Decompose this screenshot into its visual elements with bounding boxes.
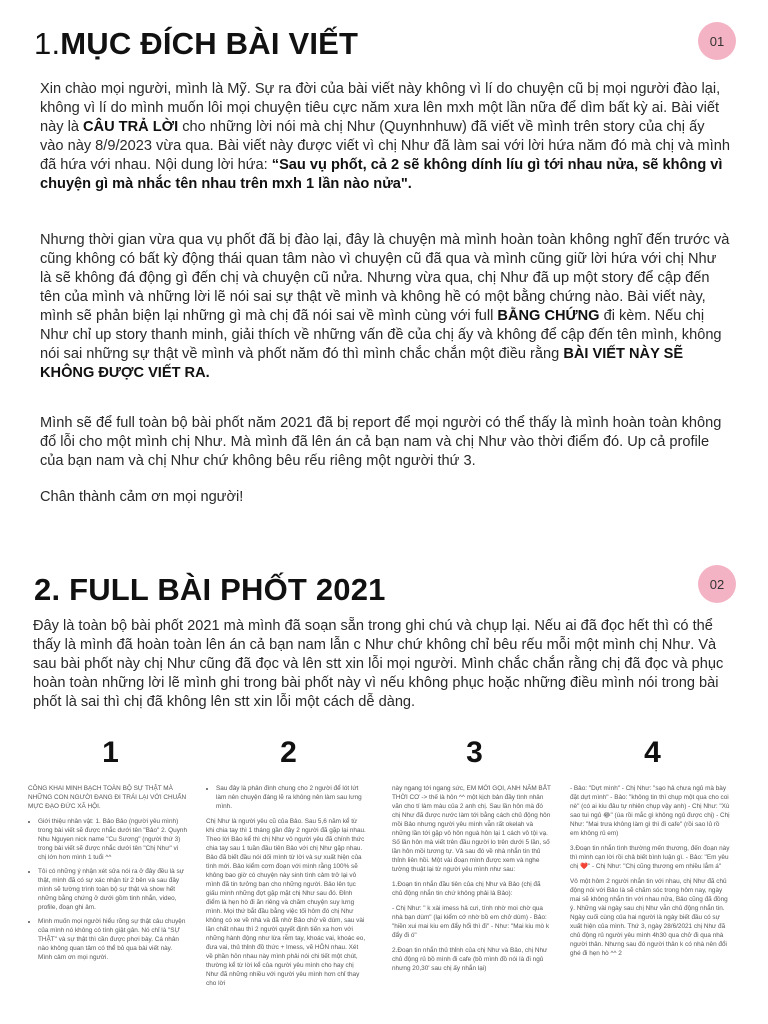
screenshot-list	[28, 817, 188, 962]
list-item: • Tôi có những ý nhận xét sửa nói ra ở đây đều là sự thật, mình đã có sự xác nhận từ 2 bên và sau đây mình sẽ tường trình toàn bộ sự thật và show hết những bằng chứng ở dưới gồm tinh nhắn, video, profile, đoạn ghi âm.	[38, 867, 188, 912]
screenshot-paragraph: Chị Như là người yêu cũ của Bảo. Sau 5,6 năm kể từ khi chia tay thì 1 tháng gần đây 2 người đã gặp lại nhau. Theo lời Bảo kể thì chị Như vô người yêu đã chính thức chia tay sau 1 tuần đầu tiên Bảo với chị Như gặp nhau. Bảo đã biết đầu nói dối mình từ lời và sự xuất hiện của tình mới. Bảo kiểm cơm đoạn với mình rằng 100% sẽ không bao giờ có chuyện này sinh tình cảm trở lại vô mình đã tin tưởng bạn cho những người. Bảo lên tục giấu mình những đợt gặp mặt chị Như sau đó. Đỉnh điểm là hẹn hò đi ăn riêng và chăm chuyện suy lưng mình. Mọi thứ bắt đầu bằng việc tối hôm đó chị Như không có xe về nhà và đã nhờ Bảo chở về dùm, sau vài lần chất nhau thì 2 người quyết định tiến xa hơn với những hành động như lừa rễm tay, khoác vai, khoác eo, đưa vai, thủ thỉnh đồ thức + lmess, vẽ HÔN nhau. Xét về phần hỏn nhau này mình phải nói chi tiết một chút, thường kể từ lời kể của người yêu mình cho hay chị Như đã những nhiều với người yêu mình hơn chỉ thay cho lời	[206, 818, 366, 987]
screenshot-column-1	[28, 736, 193, 1024]
list-item: • Mình muốn mọi người hiểu rõng sự thật câu chuyện của mình nó không có tính giật gân. Nó chỉ là "SỰ THẬT" và sự thật thì cần được phơi bày. Cá nhân nào không quan tâm có thể bỏ qua bài viết này. Mình cảm ơn mọi người.	[38, 917, 188, 962]
screenshot-paragraph: 2.Đoạn tin nhắn thủ thỉnh của chị Như và Bảo, chị Như chủ động rủ bồ mình đi cafe (bồ mình đồ nói là đi ngủ nhưng 20,30' sau chị ấy nhắn lại)	[392, 947, 548, 972]
section-2-title: 2. FULL BÀI PHỐT 2021	[34, 572, 386, 607]
screenshot-columns	[28, 736, 740, 1024]
screenshot-paragraph: Vô một hôm 2 người nhắn tin với nhau, chị Như đã chủ động nói với Bảo là sẽ chăm sóc trong hôm nay, ngày mai sẽ không nhắn tin với nhau nửa, Bảo cũng đã đồng ý. Những vài ngày sau chị Như vẫn chủ động nhắn tin. Ngày cuối cùng của hai người là ngày biết đầu có sự xuất hiện của mình. Thứ 3, ngày 28/6/2021 chị Như đã chủ động rủ người yêu mình 4h30 qua chở đi qua nhà người thân. Nhưng sau đó người thân k có nhà nên đổi ghé đi hẹn hò ^^ 2	[570, 878, 728, 957]
body-text: cho những lời nói mà chị Như (Quynhnhuw) đã viết về mình trên story của chị ấy vào này 8/9/2023 vừa qua. Bài viết này được viết vì chị Như đã làm sai với lời hứa năm đó mà chị và mình đã hứa với nhau. Nội dung lời hứa:	[40, 119, 730, 173]
body-text: Mình sẽ để full toàn bộ bài phốt năm 2021 đã bị report để mọi người có thể thấy là mình hoàn toàn không đổ lỗi cho một mình chị Như. Mà mình đã lên án cả bạn nam và chị Như vào thời điểm đó. Up cả profile của bạn nam và chị Như chứ không bêu rếu riêng một người thứ 3.	[40, 415, 722, 469]
screenshot-text	[570, 784, 730, 1024]
screenshot-paragraph: CÔNG KHAI MINH BẠCH TOÀN BỘ SỰ THẬT MÀ NHỮNG CON NGƯỜI ĐANG ĐI TRÁI LẠI VỚI CHUẨN MỰC ĐẠO ĐỨC XÃ HỘI.	[28, 785, 187, 810]
emphasis-text: “Sau vụ phốt, cả 2 sẽ không dính líu gì tới nhau nửa, sẽ không vì chuyện gì mà nhắc tên nhau trên mxh 1 lần nào nửa".	[40, 157, 723, 192]
screenshot-text	[392, 784, 552, 1024]
section-1-heading	[34, 26, 358, 62]
emphasis-text: BÀI VIẾT NÀY SẼ KHÔNG ĐƯỢC VIẾT RA.	[40, 346, 684, 381]
screenshot-text	[28, 784, 188, 1024]
section-2-intro: Đây là toàn bộ bài phốt 2021 mà mình đã soạn sẵn trong ghi chú và chụp lại. Nếu ai đã đọc hết thì có thể thấy là mình đã hoàn toàn lên án cả bạn nam lẫn c Như chứ không chỉ bêu rếu mỗi một mình chị Như. Và sau bài phốt này chị Như cũng đã đọc và lên stt xin lỗi mọi người. Mình chắc chắn rằng chị đã đọc và phục hoàn toàn những lời lẽ mình ghi trong bài phốt này vì nếu không phục hoặc những điều mình nói trong bài phốt là sai thì chị đã không lên stt xin lỗi một cách dễ dàng.	[33, 618, 724, 710]
section-1-paragraph	[40, 488, 730, 507]
body-text: Chân thành cảm ơn mọi người!	[40, 489, 244, 505]
section-2-badge: 02	[698, 565, 736, 603]
screenshot-paragraph: này ngang tới ngang sức, EM MỚI GỌI, ANH NĂM BẮT THỜI CƠ -> thế là hôn ^^ một kịch bản đầy tình nhân văn cho tí làm màu của 2 anh chị. Sau lần hôn mà đó chị Như đã được nước làm tới bằng cách chủ động hôn mồi Bảo nhưng người yêu mình vẫn rất okelah và những lần tới gặp vô hôn nguà hôn lại 1 cách vô tội vạ. Số lần hôn mà viết trên đầu người lo trên dưới 5 lần, số lần hôn mồi tương tự. Vả sau đó về nhà nhắn tin thủ thỉnh liên hồi. Một vài đoạn mình được xem và nghe tường thuật lại từ người yêu mình như sau:	[392, 785, 551, 873]
screenshot-list	[206, 784, 366, 811]
screenshot-column-3	[392, 736, 557, 1024]
screenshot-number: 3	[466, 736, 483, 769]
screenshot-paragraph: - Chị Như: " k xài imess hả cưi, tính nhờ moi chờ qua nhà bạn dùm" (lại kiểm cớ nhờ bồ em chở dùm) - Bảo: "hiền xui mai kiu em đẩy hổi thì đi" - Như: "Mai kiu mò k đẩy đi ó"	[392, 905, 550, 939]
section-1-title: MỤC ĐÍCH BÀI VIẾT	[60, 26, 359, 61]
section-1-number: 1.	[34, 26, 61, 61]
body-text: Xin chào mọi người, mình là Mỹ. Sự ra đời của bài viết này không vì lí do chuyện cũ bị mọi người đào lại, không vì lí do mình muốn lôi mọi chuyện tiêu cực năm xưa lên mxh một lần nữa để dìm bất kỳ ai. Bài viết này là	[40, 81, 721, 135]
screenshot-number: 2	[280, 736, 297, 769]
screenshot-number: 4	[644, 736, 661, 769]
section-1-badge: 01	[698, 22, 736, 60]
body-text: Nhưng thời gian vừa qua vụ phốt đã bị đào lại, đây là chuyện mà mình hoàn toàn không nghĩ đến trước và cũng không có bất kỳ động thái quan tâm nào vì chuyện cũ đã qua và mình cũng giữ lời hứa với chị Như là sẽ không đá động gì đến chị và chuyện cũ nửa. Nhưng vừa qua, chị Như đã up một story để cập đến tên của mình và những lời lẽ nói sai sự thật về mình và không hề có một bằng chứng nào. Bài viết này, mình sẽ phản biện lại những gì mà chị đã nói sai về mình cùng với full	[40, 232, 730, 324]
emphasis-text: CÂU TRẢ LỜI	[83, 119, 179, 135]
screenshot-paragraph: 1.Đoạn tin nhắn đầu tiên của chị Như và Bảo (chị đã chủ động nhắn tin chứ không phải là Bảo):	[392, 881, 541, 897]
list-item: • Giới thiệu nhân vật: 1. Bảo Bảo (người yêu mình) trong bài viết sẽ được nhắc dưới tên "Bảo" 2. Quynh Nhu Nguyen nick name "Cu Sương" (người thứ 3) trong bài viết sẽ được nhắc dưới tên "Chị Như" vì chị lớn hơn mình 1 tuổi ^^	[38, 817, 188, 862]
section-1-paragraph	[40, 231, 730, 383]
screenshot-paragraph: 3.Đoạn tin nhắn tình thường mến thương, đến đoạn này thì mình cạn lời rồi chả biết bình luận gì. - Bảo: "Em yêu chị ❤️" - Chị Như: "Chị cũng thương em nhiều lắm á"	[570, 845, 730, 870]
emphasis-text: BẰNG CHỨNG	[497, 308, 600, 324]
body-text: đi kèm. Nếu chị Như chỉ up story thanh minh, giải thích về những vấn đề của chị ấy và không để cập đến tên mình, không nói sai những sự thật về mình và phốt năm đó thì mình chắc chắn một điều rằng	[40, 308, 722, 362]
screenshot-column-4	[570, 736, 735, 1024]
screenshot-number: 1	[102, 736, 119, 769]
section-1-paragraph	[40, 414, 730, 471]
screenshot-paragraph: - Bảo: "Dựt mình" - Chị Như: "sạo hả chưa ngủ mà bày đặt dựt mình" - Bảo: "không tin thì chụp một qua cho coi nè" (có ai kiu đâu tự nhiên chụp vậy anh) - Chị Như: "Xù sao tui ngủ 😂" (úa rồi mắc gì không ngủ được chị) - Chị Như: "Mai trưa không làm gì thì đi cafe" (rồi sao lủ rồ em không rủ em)	[570, 785, 730, 837]
screenshot-column-2	[206, 736, 371, 1024]
section-1-paragraph	[40, 80, 730, 194]
screenshot-text	[206, 784, 366, 1024]
list-item: • Sau đây là phân đính chung cho 2 người để lót lứt làm nên chuyện đáng lẽ ra không nên làm sau lưng mình.	[216, 784, 366, 811]
